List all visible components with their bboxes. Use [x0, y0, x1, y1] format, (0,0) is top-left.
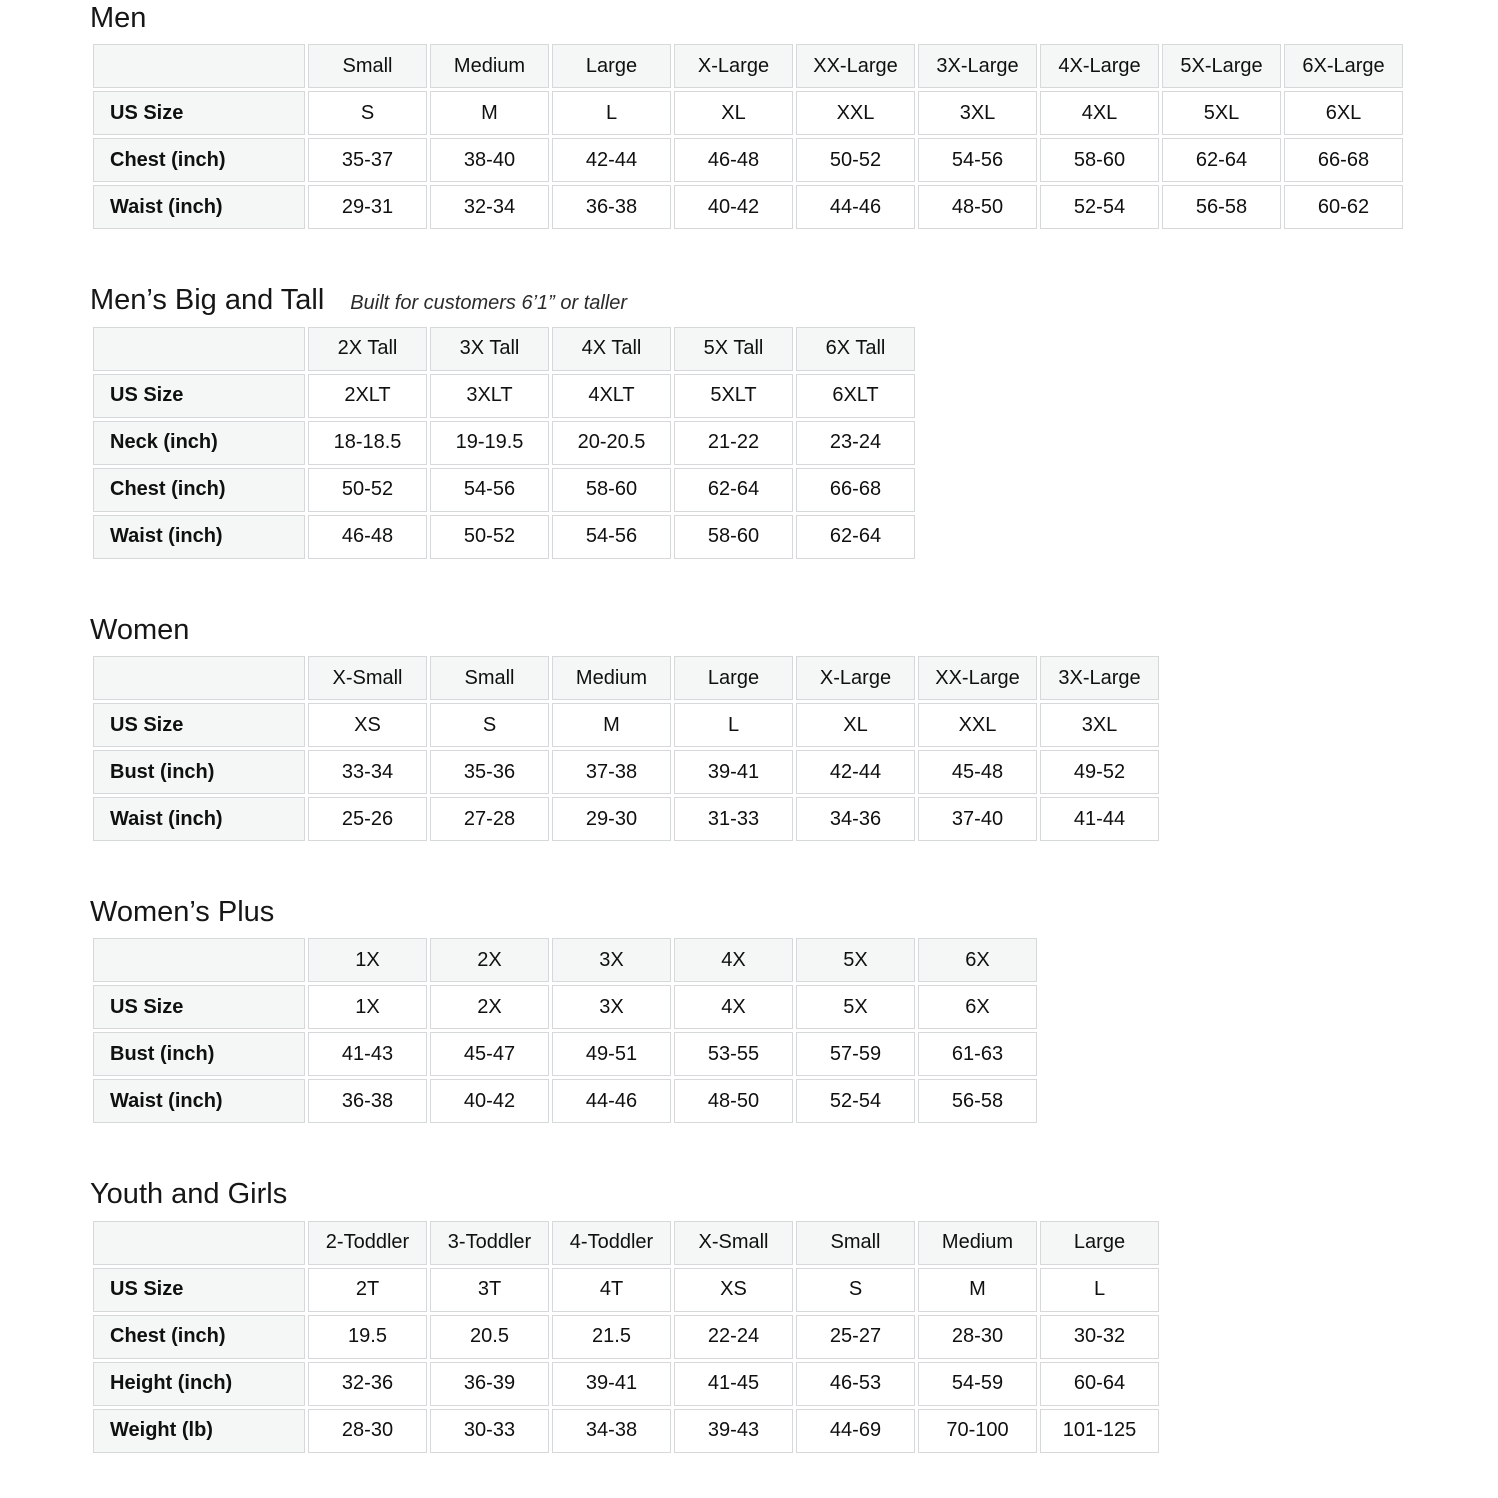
data-cell: 28-30 — [918, 1315, 1037, 1359]
data-cell: 32-36 — [308, 1362, 427, 1406]
row-label-cell: Waist (inch) — [93, 515, 305, 559]
data-cell: 29-30 — [552, 797, 671, 841]
row-label-cell: Chest (inch) — [93, 138, 305, 182]
table-row — [93, 91, 1403, 135]
data-cell: 44-46 — [796, 185, 915, 229]
row-label-cell: Bust (inch) — [93, 1032, 305, 1076]
column-header-cell: 1X — [308, 938, 427, 982]
column-header-cell: Small — [308, 44, 427, 88]
data-cell: 27-28 — [430, 797, 549, 841]
data-cell: 48-50 — [674, 1079, 793, 1123]
column-header-cell: 2-Toddler — [308, 1221, 427, 1265]
size-table-womens-plus — [90, 935, 1040, 1126]
data-cell: 44-69 — [796, 1409, 915, 1453]
data-cell: 6XLT — [796, 374, 915, 418]
data-cell: 39-41 — [674, 750, 793, 794]
data-cell: 4XLT — [552, 374, 671, 418]
data-cell: M — [552, 703, 671, 747]
data-cell: 52-54 — [1040, 185, 1159, 229]
data-cell: 5XL — [1162, 91, 1281, 135]
table-row — [93, 703, 1159, 747]
data-cell: 25-27 — [796, 1315, 915, 1359]
column-header-cell: 6X — [918, 938, 1037, 982]
row-label-cell: Chest (inch) — [93, 468, 305, 512]
column-header-cell: 3X Tall — [430, 327, 549, 371]
data-cell: 41-44 — [1040, 797, 1159, 841]
data-cell: 19-19.5 — [430, 421, 549, 465]
section-youth-and-girls — [90, 1178, 1458, 1455]
data-cell: 3XL — [1040, 703, 1159, 747]
data-cell: 60-64 — [1040, 1362, 1159, 1406]
column-header-cell: 2X Tall — [308, 327, 427, 371]
size-table-mens-big-and-tall — [90, 324, 918, 562]
column-header-cell: 5X Tall — [674, 327, 793, 371]
data-cell: 61-63 — [918, 1032, 1037, 1076]
data-cell: 54-59 — [918, 1362, 1037, 1406]
data-cell: 37-40 — [918, 797, 1037, 841]
data-cell: 42-44 — [552, 138, 671, 182]
table-row — [93, 1079, 1037, 1123]
data-cell: 20-20.5 — [552, 421, 671, 465]
column-header-cell: 3X-Large — [1040, 656, 1159, 700]
data-cell: 25-26 — [308, 797, 427, 841]
table-row — [93, 985, 1037, 1029]
column-header-cell: 3-Toddler — [430, 1221, 549, 1265]
section-title-men: Men — [90, 2, 147, 34]
column-header-row — [93, 938, 1037, 982]
data-cell: 62-64 — [1162, 138, 1281, 182]
data-cell: 30-33 — [430, 1409, 549, 1453]
row-label-cell: US Size — [93, 374, 305, 418]
data-cell: 2T — [308, 1268, 427, 1312]
table-row — [93, 185, 1403, 229]
data-cell: 49-52 — [1040, 750, 1159, 794]
data-cell: 41-43 — [308, 1032, 427, 1076]
column-header-cell: 6X-Large — [1284, 44, 1403, 88]
data-cell: L — [552, 91, 671, 135]
row-label-cell: Neck (inch) — [93, 421, 305, 465]
corner-cell — [93, 938, 305, 982]
data-cell: 45-47 — [430, 1032, 549, 1076]
data-cell: XS — [308, 703, 427, 747]
column-header-cell: XX-Large — [796, 44, 915, 88]
table-row — [93, 1362, 1159, 1406]
data-cell: 50-52 — [308, 468, 427, 512]
section-header — [90, 284, 1458, 317]
table-row — [93, 468, 915, 512]
section-title-mens-big-and-tall: Men’s Big and Tall — [90, 284, 325, 317]
data-cell: 48-50 — [918, 185, 1037, 229]
row-label-cell: US Size — [93, 1268, 305, 1312]
data-cell: 54-56 — [552, 515, 671, 559]
column-header-row — [93, 1221, 1159, 1265]
data-cell: XXL — [918, 703, 1037, 747]
data-cell: 33-34 — [308, 750, 427, 794]
section-header — [90, 1178, 1458, 1211]
data-cell: 22-24 — [674, 1315, 793, 1359]
section-header — [90, 2, 1458, 35]
data-cell: 62-64 — [796, 515, 915, 559]
column-header-cell: Large — [552, 44, 671, 88]
section-men — [90, 2, 1458, 232]
column-header-cell: Medium — [918, 1221, 1037, 1265]
column-header-cell: 5X — [796, 938, 915, 982]
data-cell: 3X — [552, 985, 671, 1029]
data-cell: 3T — [430, 1268, 549, 1312]
row-label-cell: Chest (inch) — [93, 1315, 305, 1359]
data-cell: 101-125 — [1040, 1409, 1159, 1453]
data-cell: 6X — [918, 985, 1037, 1029]
data-cell: 35-36 — [430, 750, 549, 794]
data-cell: 66-68 — [796, 468, 915, 512]
column-header-cell: 4X Tall — [552, 327, 671, 371]
column-header-row — [93, 656, 1159, 700]
data-cell: 1X — [308, 985, 427, 1029]
data-cell: 5XLT — [674, 374, 793, 418]
column-header-cell: Small — [430, 656, 549, 700]
corner-cell — [93, 1221, 305, 1265]
data-cell: 58-60 — [674, 515, 793, 559]
data-cell: 50-52 — [430, 515, 549, 559]
column-header-cell: X-Large — [796, 656, 915, 700]
data-cell: 18-18.5 — [308, 421, 427, 465]
data-cell: 21.5 — [552, 1315, 671, 1359]
row-label-cell: Weight (lb) — [93, 1409, 305, 1453]
data-cell: 30-32 — [1040, 1315, 1159, 1359]
data-cell: 41-45 — [674, 1362, 793, 1406]
data-cell: 42-44 — [796, 750, 915, 794]
data-cell: 20.5 — [430, 1315, 549, 1359]
section-title-women: Women — [90, 613, 190, 646]
data-cell: 53-55 — [674, 1032, 793, 1076]
data-cell: 2XLT — [308, 374, 427, 418]
table-row — [93, 1268, 1159, 1312]
column-header-cell: Medium — [430, 44, 549, 88]
column-header-cell: 4-Toddler — [552, 1221, 671, 1265]
data-cell: 70-100 — [918, 1409, 1037, 1453]
size-table-youth-and-girls — [90, 1218, 1162, 1456]
data-cell: XXL — [796, 91, 915, 135]
data-cell: 39-43 — [674, 1409, 793, 1453]
table-row — [93, 750, 1159, 794]
table-row — [93, 1315, 1159, 1359]
column-header-row — [93, 327, 915, 371]
table-row — [93, 1032, 1037, 1076]
data-cell: XL — [796, 703, 915, 747]
column-header-cell: Small — [796, 1221, 915, 1265]
data-cell: 31-33 — [674, 797, 793, 841]
data-cell: 54-56 — [430, 468, 549, 512]
table-row — [93, 374, 915, 418]
section-header — [90, 614, 1458, 647]
data-cell: 34-38 — [552, 1409, 671, 1453]
data-cell: XS — [674, 1268, 793, 1312]
column-header-cell: Large — [674, 656, 793, 700]
data-cell: 58-60 — [552, 468, 671, 512]
row-label-cell: Height (inch) — [93, 1362, 305, 1406]
data-cell: 2X — [430, 985, 549, 1029]
data-cell: 34-36 — [796, 797, 915, 841]
data-cell: 36-39 — [430, 1362, 549, 1406]
data-cell: 5X — [796, 985, 915, 1029]
column-header-cell: X-Small — [308, 656, 427, 700]
data-cell: 35-37 — [308, 138, 427, 182]
data-cell: 58-60 — [1040, 138, 1159, 182]
row-label-cell: Waist (inch) — [93, 185, 305, 229]
data-cell: 45-48 — [918, 750, 1037, 794]
data-cell: 44-46 — [552, 1079, 671, 1123]
table-row — [93, 421, 915, 465]
data-cell: 46-53 — [796, 1362, 915, 1406]
data-cell: 19.5 — [308, 1315, 427, 1359]
column-header-cell: Large — [1040, 1221, 1159, 1265]
data-cell: 46-48 — [674, 138, 793, 182]
table-row — [93, 1409, 1159, 1453]
data-cell: 56-58 — [918, 1079, 1037, 1123]
size-chart-document — [90, 2, 1458, 1456]
row-label-cell: Bust (inch) — [93, 750, 305, 794]
corner-cell — [93, 656, 305, 700]
table-row — [93, 515, 915, 559]
data-cell: S — [796, 1268, 915, 1312]
data-cell: L — [674, 703, 793, 747]
data-cell: 3XL — [918, 91, 1037, 135]
table-row — [93, 797, 1159, 841]
data-cell: 28-30 — [308, 1409, 427, 1453]
data-cell: 46-48 — [308, 515, 427, 559]
column-header-cell: 4X — [674, 938, 793, 982]
section-subtitle-mens-big-and-tall: Built for customers 6’1” or taller — [350, 292, 628, 315]
data-cell: 52-54 — [796, 1079, 915, 1123]
section-mens-big-and-tall — [90, 284, 1458, 561]
corner-cell — [93, 44, 305, 88]
data-cell: 36-38 — [308, 1079, 427, 1123]
data-cell: 49-51 — [552, 1032, 671, 1076]
row-label-cell: US Size — [93, 985, 305, 1029]
data-cell: M — [918, 1268, 1037, 1312]
data-cell: 60-62 — [1284, 185, 1403, 229]
data-cell: 62-64 — [674, 468, 793, 512]
data-cell: 4T — [552, 1268, 671, 1312]
column-header-cell: 3X-Large — [918, 44, 1037, 88]
data-cell: 66-68 — [1284, 138, 1403, 182]
column-header-cell: 6X Tall — [796, 327, 915, 371]
data-cell: 40-42 — [674, 185, 793, 229]
section-womens-plus — [90, 896, 1458, 1126]
data-cell: 50-52 — [796, 138, 915, 182]
data-cell: 3XLT — [430, 374, 549, 418]
data-cell: 40-42 — [430, 1079, 549, 1123]
corner-cell — [93, 327, 305, 371]
data-cell: 23-24 — [796, 421, 915, 465]
table-row — [93, 138, 1403, 182]
data-cell: 4XL — [1040, 91, 1159, 135]
data-cell: 6XL — [1284, 91, 1403, 135]
data-cell: XL — [674, 91, 793, 135]
section-title-youth-and-girls: Youth and Girls — [90, 1178, 288, 1211]
data-cell: 36-38 — [552, 185, 671, 229]
data-cell: M — [430, 91, 549, 135]
data-cell: 37-38 — [552, 750, 671, 794]
data-cell: 21-22 — [674, 421, 793, 465]
column-header-cell: Medium — [552, 656, 671, 700]
column-header-cell: 5X-Large — [1162, 44, 1281, 88]
data-cell: 57-59 — [796, 1032, 915, 1076]
size-table-women — [90, 653, 1162, 844]
data-cell: S — [430, 703, 549, 747]
data-cell: 56-58 — [1162, 185, 1281, 229]
column-header-cell: X-Small — [674, 1221, 793, 1265]
section-women — [90, 614, 1458, 844]
row-label-cell: Waist (inch) — [93, 797, 305, 841]
column-header-cell: 2X — [430, 938, 549, 982]
row-label-cell: US Size — [93, 703, 305, 747]
column-header-cell: 4X-Large — [1040, 44, 1159, 88]
row-label-cell: US Size — [93, 91, 305, 135]
data-cell: 32-34 — [430, 185, 549, 229]
column-header-cell: X-Large — [674, 44, 793, 88]
column-header-row — [93, 44, 1403, 88]
data-cell: S — [308, 91, 427, 135]
data-cell: 39-41 — [552, 1362, 671, 1406]
column-header-cell: 3X — [552, 938, 671, 982]
section-title-womens-plus: Women’s Plus — [90, 896, 275, 929]
data-cell: 54-56 — [918, 138, 1037, 182]
section-header — [90, 896, 1458, 929]
row-label-cell: Waist (inch) — [93, 1079, 305, 1123]
data-cell: 38-40 — [430, 138, 549, 182]
data-cell: 4X — [674, 985, 793, 1029]
data-cell: L — [1040, 1268, 1159, 1312]
data-cell: 29-31 — [308, 185, 427, 229]
size-table-men — [90, 41, 1406, 232]
column-header-cell: XX-Large — [918, 656, 1037, 700]
